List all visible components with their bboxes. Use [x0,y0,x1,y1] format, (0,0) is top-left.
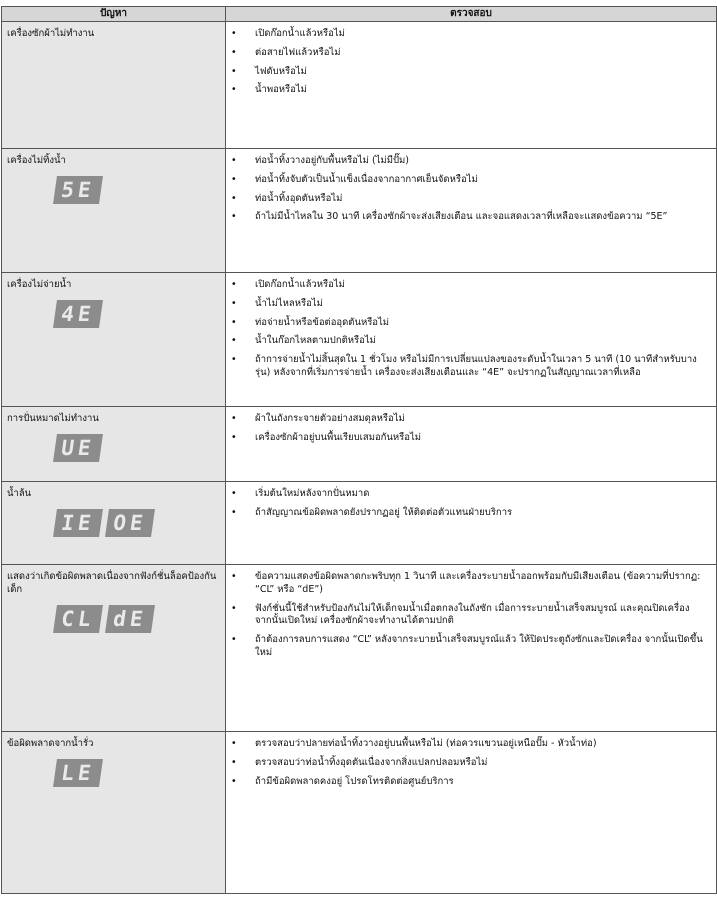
check-item: • ตรวจสอบว่าปลายท่อน้ำทิ้งวางอยู่บนพื้นหรือไม่ (ท่อควรแขวนอยู่เหนือปั๊ม - หัวน้ำท่อ) [231,738,708,751]
check-cell [226,149,717,273]
problem-cell [2,482,226,565]
error-code-display [55,605,221,633]
check-item: • น้ำไม่ไหลหรือไม่ [231,298,708,311]
table-row [2,407,717,482]
check-item: • น้ำพอหรือไม่ [231,84,708,97]
problem-cell [2,22,226,149]
problem-cell [2,732,226,894]
check-cell [226,732,717,894]
check-item: • เครื่องซักผ้าอยู่บนพื้นเรียบเสมอกันหรือไม่ [231,432,708,445]
error-code: OE [105,509,155,537]
check-item: • ฟังก์ชั่นนี้ใช้สำหรับป้องกันไม่ให้เด็กจมน้ำเมื่อตกลงในถังซัก เมื่อการระบายน้ำเสร็จสมบูรณ์ และคุณปิดเครื่อง จากนั้นเปิดใหม่ เครื่องซักผ้าจะทำงานได้ตามปกติ [231,603,708,629]
column-header-problem: ปัญหา [2,7,226,22]
check-item: • ถ้าต้องการลบการแสดง “CL” หลังจากระบายน้ำเสร็จสมบูรณ์แล้ว ให้ปิดประตูถังซักและปิดเครื่อง จากนั้นเปิดขึ้นใหม่ [231,634,708,660]
check-item: • ตรวจสอบว่าท่อน้ำทิ้งอุดตันเนื่องจากสิ่งแปลกปลอมหรือไม่ [231,757,708,770]
check-list [231,155,708,224]
problem-text: เครื่องซักผ้าไม่ทำงาน [7,28,95,39]
table-row [2,273,717,407]
column-header-check: ตรวจสอบ [226,7,717,22]
error-code: dE [105,605,155,633]
table-row [2,149,717,273]
problem-text: เครื่องไม่ทิ้งน้ำ [7,155,66,166]
check-list [231,571,708,660]
error-code-display [55,434,221,462]
check-cell [226,482,717,565]
error-code: IE [53,509,103,537]
check-item: • เปิดก๊อกน้ำแล้วหรือไม่ [231,28,708,41]
check-item: • ถ้าไม่มีน้ำไหลใน 30 นาที เครื่องซักผ้าจะส่งเสียงเตือน และจอแสดงเวลาที่เหลือจะแสดงข้อความ “5E” [231,211,708,224]
check-item: • ท่อน้ำทิ้งอุดตันหรือไม่ [231,193,708,206]
error-code: 4E [53,300,103,328]
error-code: 5E [53,176,103,204]
error-code-display [55,759,221,787]
check-cell [226,565,717,732]
check-item: • ท่อน้ำทิ้งจับตัวเป็นน้ำแข็งเนื่องจากอากาศเย็นจัดหรือไม่ [231,174,708,187]
problem-cell [2,565,226,732]
check-item: • เปิดก๊อกน้ำแล้วหรือไม่ [231,279,708,292]
check-list [231,28,708,97]
check-item: • ผ้าในถังกระจายตัวอย่างสมดุลหรือไม่ [231,413,708,426]
problem-text: การปั่นหมาดไม่ทำงาน [7,413,99,424]
table-row [2,565,717,732]
check-item: • น้ำในก๊อกไหลตามปกติหรือไม่ [231,335,708,348]
check-item: • ท่อจ่ายน้ำหรือข้อต่ออุดตันหรือไม่ [231,317,708,330]
problem-cell [2,149,226,273]
check-list [231,488,708,520]
check-item: • ท่อน้ำทิ้งวางอยู่กับพื้นหรือไม่ (ไม่มีปั๊ม) [231,155,708,168]
problem-text: น้ำล้น [7,488,32,499]
table-body [2,22,717,894]
error-code-display [55,176,221,204]
check-item: • ถ้าการจ่ายน้ำไม่สิ้นสุดใน 1 ชั่วโมง หรือไม่มีการเปลี่ยนแปลงของระดับน้ำในเวลา 5 นาที (10 นาทีสำหรับบางรุ่น) หลังจากที่เริ่มการจ่ายน้ำ เครื่องจะส่งเสียงเตือนและ “4E” จะปรากฏในสัญญาณเวลาที่เหลือ [231,354,708,380]
problem-cell [2,273,226,407]
table-header-row [2,7,717,22]
error-code: CL [53,605,103,633]
check-cell [226,22,717,149]
problem-text: ข้อผิดพลาดจากน้ำรั่ว [7,738,94,749]
error-code-display [55,509,221,537]
problem-text: แสดงว่าเกิดข้อผิดพลาดเนื่องจากฟังก์ชั่นล็อคป้องกันเด็ก [7,571,217,595]
check-list [231,413,708,445]
problem-text: เครื่องไม่จ่ายน้ำ [7,279,72,290]
error-code: LE [53,759,103,787]
check-item: • ถ้ามีข้อผิดพลาดคงอยู่ โปรดโทรติดต่อศูนย์บริการ [231,776,708,789]
error-code: UE [53,434,103,462]
check-list [231,279,708,380]
table-row [2,732,717,894]
error-code-display [55,300,221,328]
problem-cell [2,407,226,482]
check-cell [226,273,717,407]
check-item: • ถ้าสัญญาณข้อผิดพลาดยังปรากฏอยู่ ให้ติดต่อตัวแทนฝ่ายบริการ [231,507,708,520]
check-item: • ต่อสายไฟแล้วหรือไม่ [231,47,708,60]
troubleshooting-table [1,6,717,894]
check-item: • ไฟดับหรือไม่ [231,66,708,79]
check-cell [226,407,717,482]
check-item: • เริ่มต้นใหม่หลังจากปั่นหมาด [231,488,708,501]
check-item: • ข้อความแสดงข้อผิดพลาดกะพริบทุก 1 วินาที และเครื่องระบายน้ำออกพร้อมกับมีเสียงเตือน (ข้อความที่ปรากฏ: “CL” หรือ “dE”) [231,571,708,597]
table-row [2,482,717,565]
check-list [231,738,708,788]
table-row [2,22,717,149]
